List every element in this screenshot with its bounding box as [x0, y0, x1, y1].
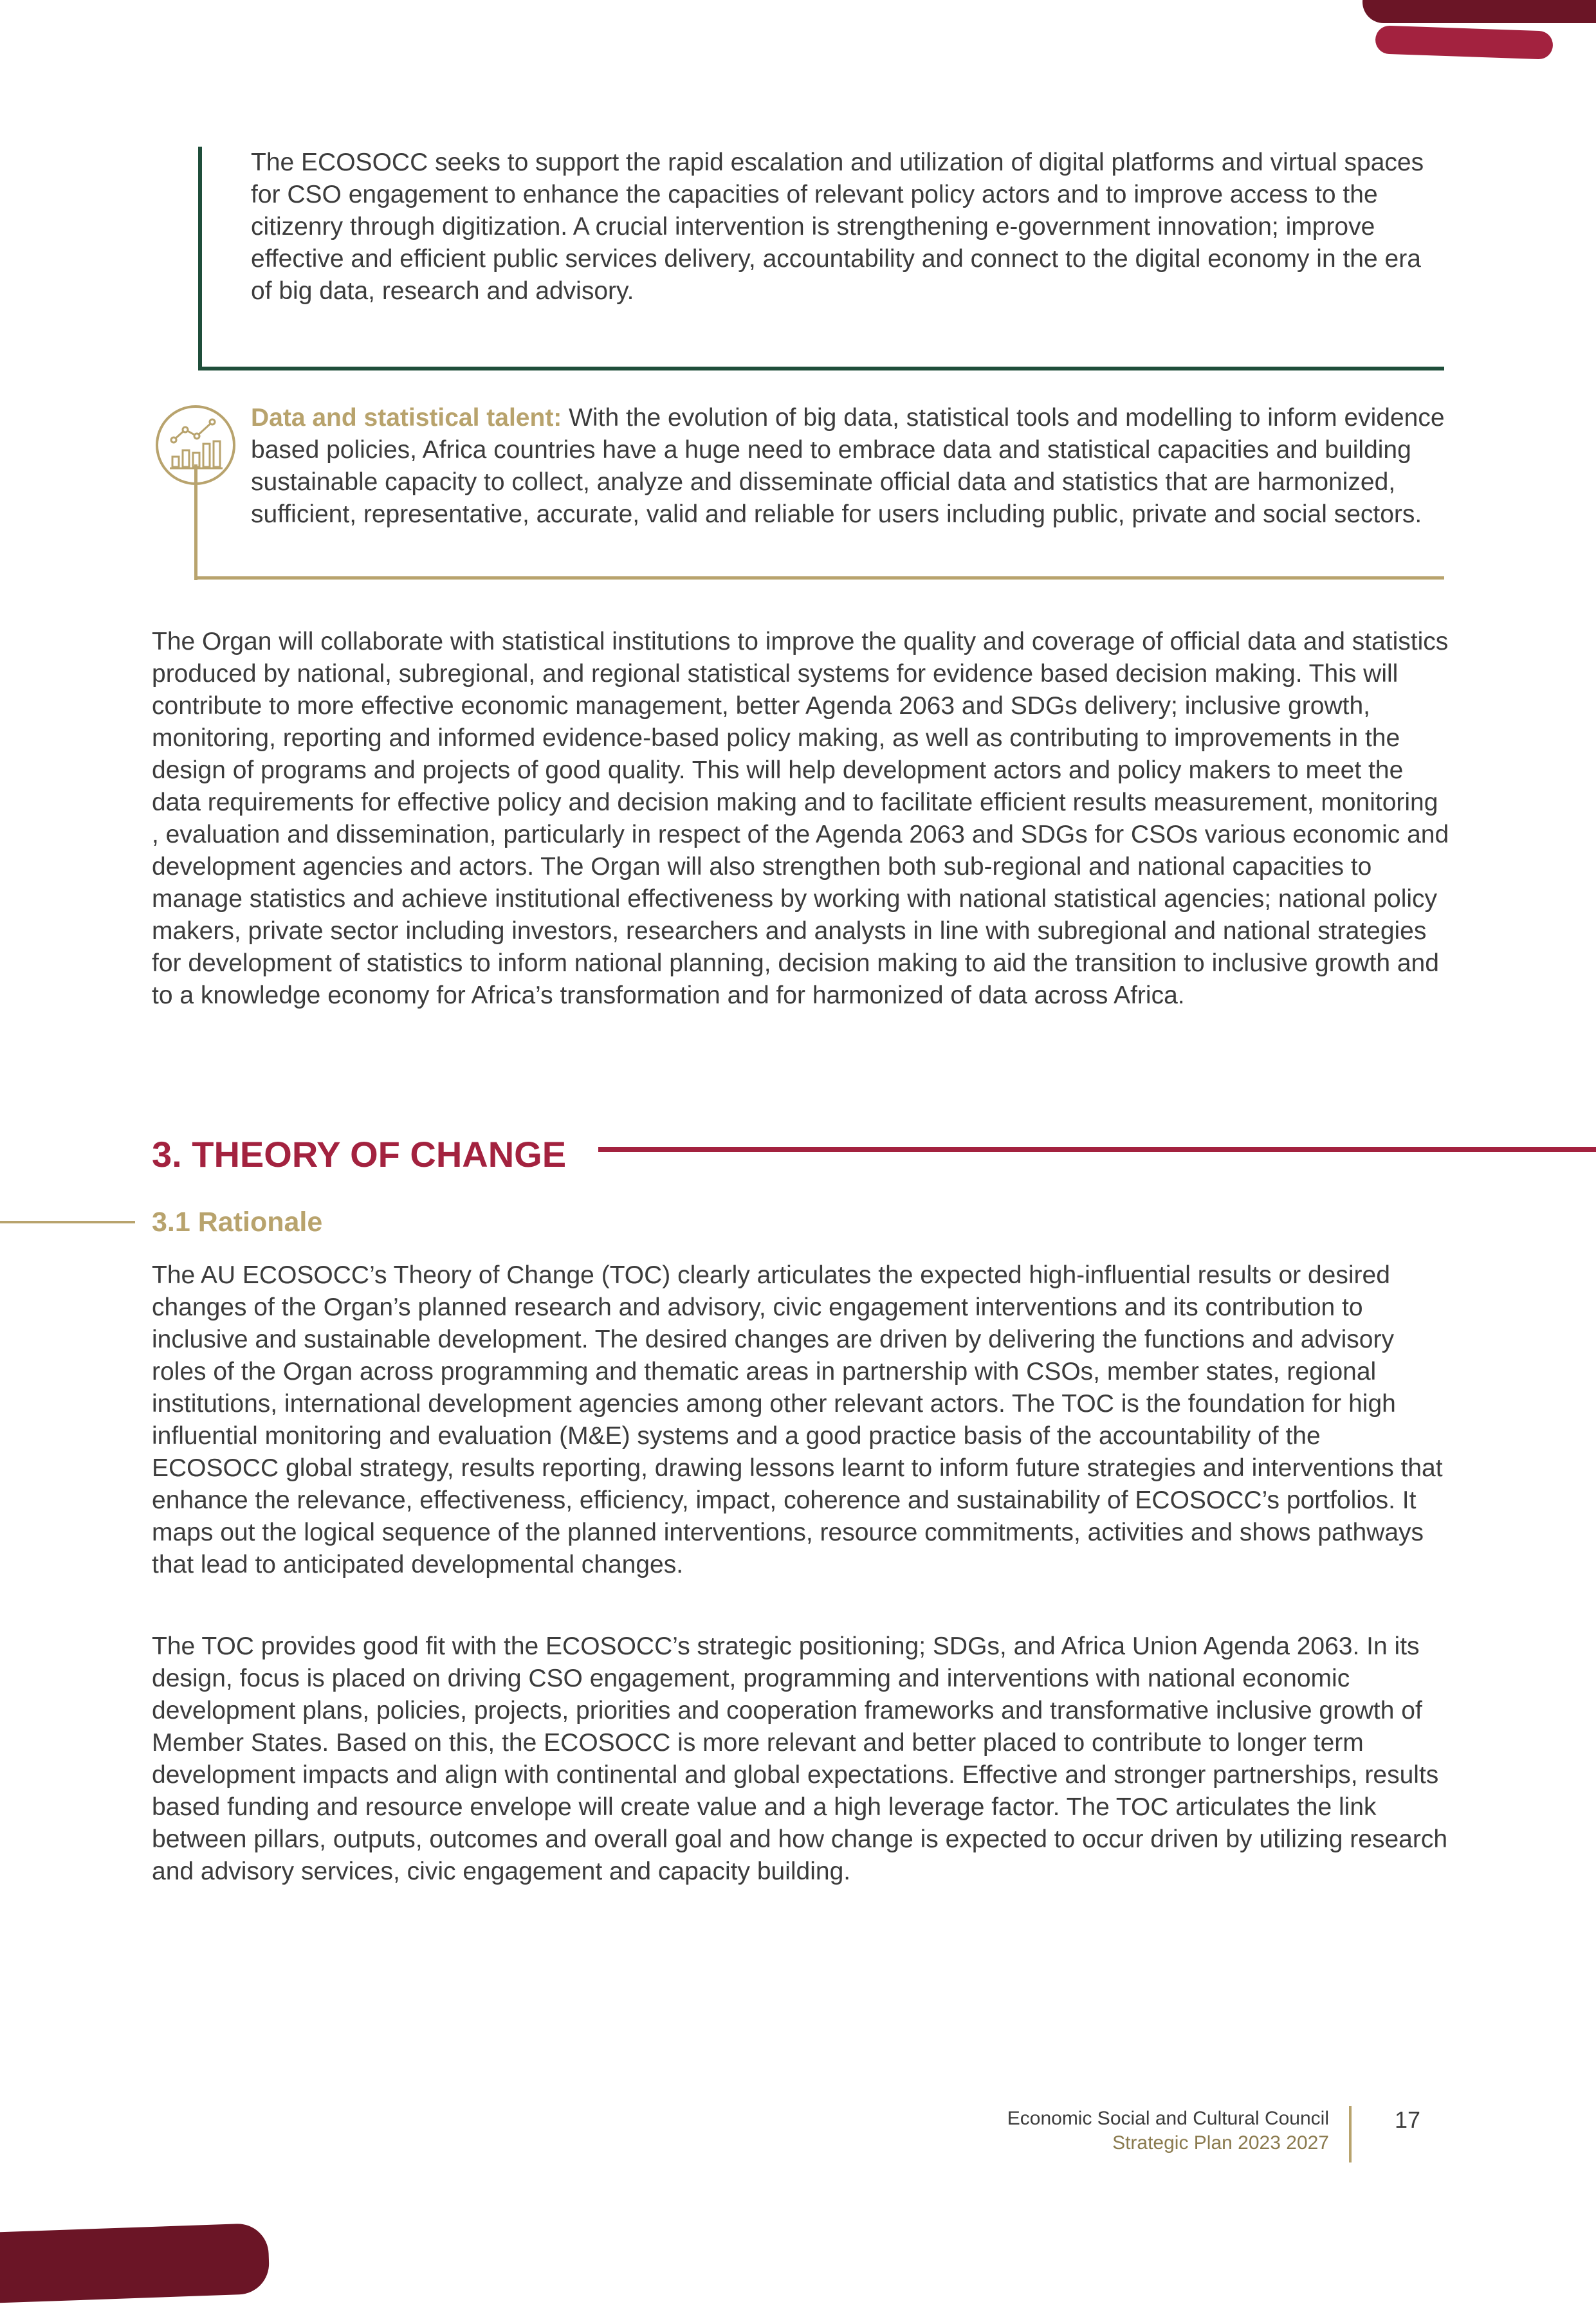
toc-fit-paragraph: The TOC provides good fit with the ECOSOCC’s strategic positioning; SDGs, and Africa Union Agenda 2063. In its design, focus is placed on driving CSO engagement, programming and interventions with national economic development plans, policies, projects, priorities and cooperation frameworks and transformative inclusive growth of Member States. Based on this, the ECOSOCC is more relevant and better placed to contribute to longer term development impacts and align with continental and global expectations. Effective and stronger partnerships, results based funding and resource envelope will create value and a high leverage factor. The TOC articulates the link between pillars, outputs, outcomes and overall goal and how change is expected to occur driven by utilizing research and advisory services, civic engagement and capacity building.	[152, 1632, 1448, 1885]
footer-divider	[1349, 2106, 1352, 2162]
data-talent-paragraph	[251, 402, 1447, 531]
bottom-decoration	[0, 2223, 270, 2304]
page-number: 17	[1395, 2107, 1421, 2133]
callout-green-border-left	[198, 147, 202, 370]
chart-icon	[154, 404, 237, 486]
data-talent-label: Data and statistical talent:	[251, 404, 562, 432]
subsection-heading: 3.1 Rationale	[152, 1207, 323, 1238]
footer-organization: Economic Social and Cultural Council	[1007, 2108, 1329, 2129]
footer-plan-title: Strategic Plan 2023 2027	[1112, 2132, 1329, 2153]
data-talent-text: With the evolution of big data, statistical tools and modelling to inform evidence based policies, Africa countries have a huge need to embrace data and statistical capacities and building sustainable capacity to collect, analyze and disseminate official data and statistics that are harmonized, sufficient, representative, accurate, valid and reliable for users including public, private and social sectors.	[251, 404, 1445, 528]
top-decoration-light	[1375, 25, 1553, 60]
callout-green-border-bottom	[198, 367, 1444, 370]
section-heading: 3. THEORY OF CHANGE	[152, 1134, 567, 1175]
subheading-rule	[0, 1221, 135, 1223]
digital-platforms-paragraph: The ECOSOCC seeks to support the rapid escalation and utilization of digital platforms and virtual spaces for CSO engagement to enhance the capacities of relevant policy actors and to improve access to the citizenry through digitization. A crucial intervention is strengthening e-government innovation; improve effective and efficient public services delivery, accountability and connect to the digital economy in the era of big data, research and advisory.	[251, 149, 1424, 305]
callout-gold-border-bottom	[194, 576, 1444, 580]
section-heading-rule	[598, 1147, 1596, 1152]
statistics-collaboration-paragraph: The Organ will collaborate with statistical institutions to improve the quality and coverage of official data and statistics produced by national, subregional, and regional statistical systems for evidence based decision making. This will contribute to more effective economic management, better Agenda 2063 and SDGs delivery; inclusive growth, monitoring, reporting and informed evidence-based policy making, as well as contributing to improvements in the design of programs and projects of good quality. This will help development actors and policy makers to meet the data requirements for effective policy and decision making and to facilitate efficient results measurement, monitoring , evaluation and dissemination, particularly in respect of the Agenda 2063 and SDGs for CSOs various economic and development agencies and actors. The Organ will also strengthen both sub-regional and national capacities to manage statistics and achieve institutional effectiveness by working with national statistical agencies; national policy makers, private sector including investors, researchers and analysts in line with subregional and national strategies for development of statistics to inform national planning, decision making to aid the transition to inclusive growth and to a knowledge economy for Africa’s transformation and for harmonized of data across Africa.	[152, 628, 1449, 1009]
toc-rationale-paragraph: The AU ECOSOCC’s Theory of Change (TOC) clearly articulates the expected high-influential results or desired changes of the Organ’s planned research and advisory, civic engagement interventions and its contribution to inclusive and sustainable development. The desired changes are driven by delivering the functions and advisory roles of the Organ across programming and thematic areas in partnership with CSOs, member states, regional institutions, international development agencies among other relevant actors. The TOC is the foundation for high influential monitoring and evaluation (M&E) systems and a good practice basis of the accountability of the ECOSOCC global strategy, results reporting, drawing lessons learnt to inform future strategies and interventions that enhance the relevance, effectiveness, efficiency, impact, coherence and sustainability of ECOSOCC’s portfolios. It maps out the logical sequence of the planned interventions, resource commitments, activities and shows pathways that lead to anticipated developmental changes.	[152, 1261, 1443, 1578]
top-decoration-dark	[1362, 0, 1596, 23]
